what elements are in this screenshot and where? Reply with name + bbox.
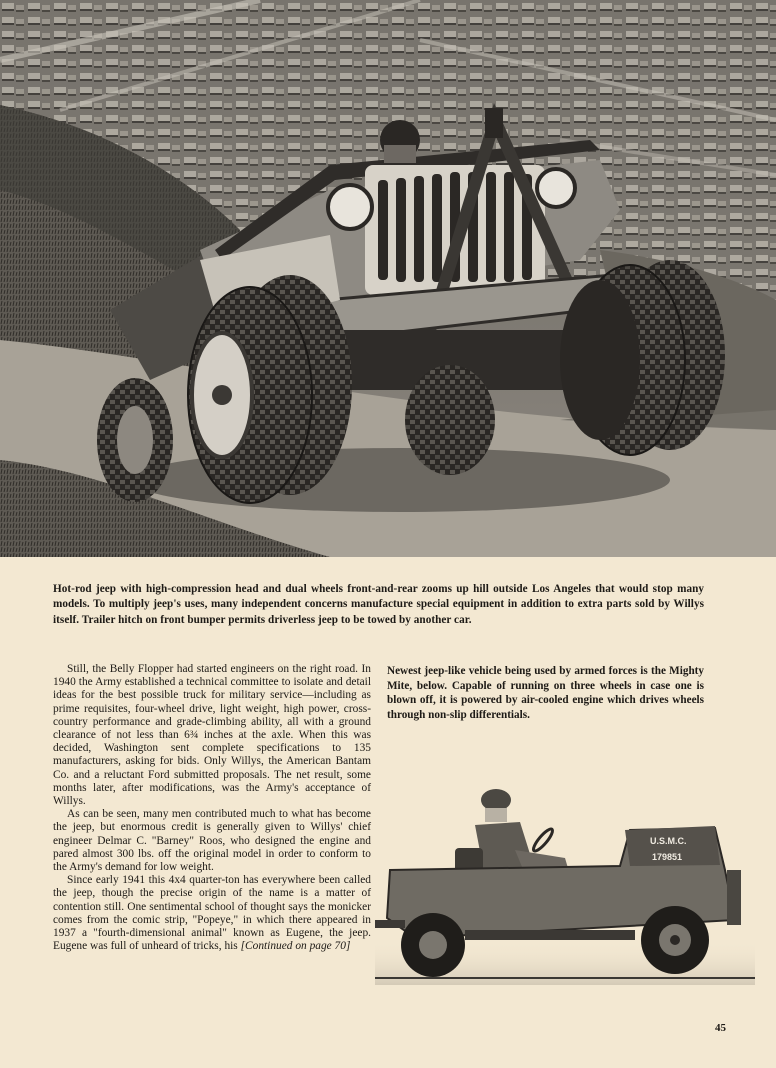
page-number: 45 bbox=[715, 1022, 726, 1034]
mighty-mite-caption: Newest jeep-like vehicle being used by armed forces is the Mighty Mite, below. Capable of running on three wheels in case one is blown off, it is powered by air-cooled engine which drives wheels through non-slip differentials. bbox=[387, 665, 704, 721]
article-paragraph: As can be seen, many men contributed much to what has become the jeep, but enormous credit is generally given to Willys' chief engineer Delmar C. "Barney" Roos, who designed the engine and pared almost 300 lbs. off the original model in order to conform to the Army's demand for low weight. bbox=[53, 808, 371, 874]
continued-on-page-note: [Continued on page 70] bbox=[240, 940, 351, 953]
vehicle-marking-usmc: U.S.M.C. bbox=[650, 836, 687, 846]
mighty-mite-illustration bbox=[375, 770, 755, 985]
mighty-mite-photo bbox=[375, 770, 755, 985]
article-paragraph: Still, the Belly Flopper had started engineers on the right road. In 1940 the Army established a technical committee to isolate and detail ideas for the best possible truck for military service—including as prime requisites, four-wheel drive, light weight, high power, cross-country performance and grade-climbing ability, all with a ground clearance of not less than 6¾ inches at the axle. When this was decided, Washington sent complete specifications to 135 manufacturers, asking for bids. Only Willys, the American Bantam Co. and a reluctant Ford submitted proposals. The net result, some months later, after modifications, was the Army's acceptance of Willys. bbox=[53, 663, 371, 808]
article-paragraph-text: Since early 1941 this 4x4 quarter-ton has everywhere been called the jeep, though the precise origin of the name is a matter of contention still. One sentimental school of thought says the monicker comes from the comic strip, "Popeye," in which there appeared in 1937 a "fourth-dimensional animal" known as Eugene, the jeep. Eugene was full of unheard of tricks, his bbox=[53, 874, 371, 953]
article-body-column bbox=[53, 663, 371, 953]
top-photo-caption: Hot-rod jeep with high-compression head and dual wheels front-and-rear zooms up hill outside Los Angeles that would stop many models. To multiply jeep's uses, many independent concerns manufacture special equipment in addition to extra parts sold by Willys itself. Trailer hitch on front bumper permits driverless jeep to be towed by another car. bbox=[53, 583, 704, 626]
article-paragraph bbox=[53, 874, 371, 953]
vehicle-marking-number: 179851 bbox=[652, 852, 683, 862]
